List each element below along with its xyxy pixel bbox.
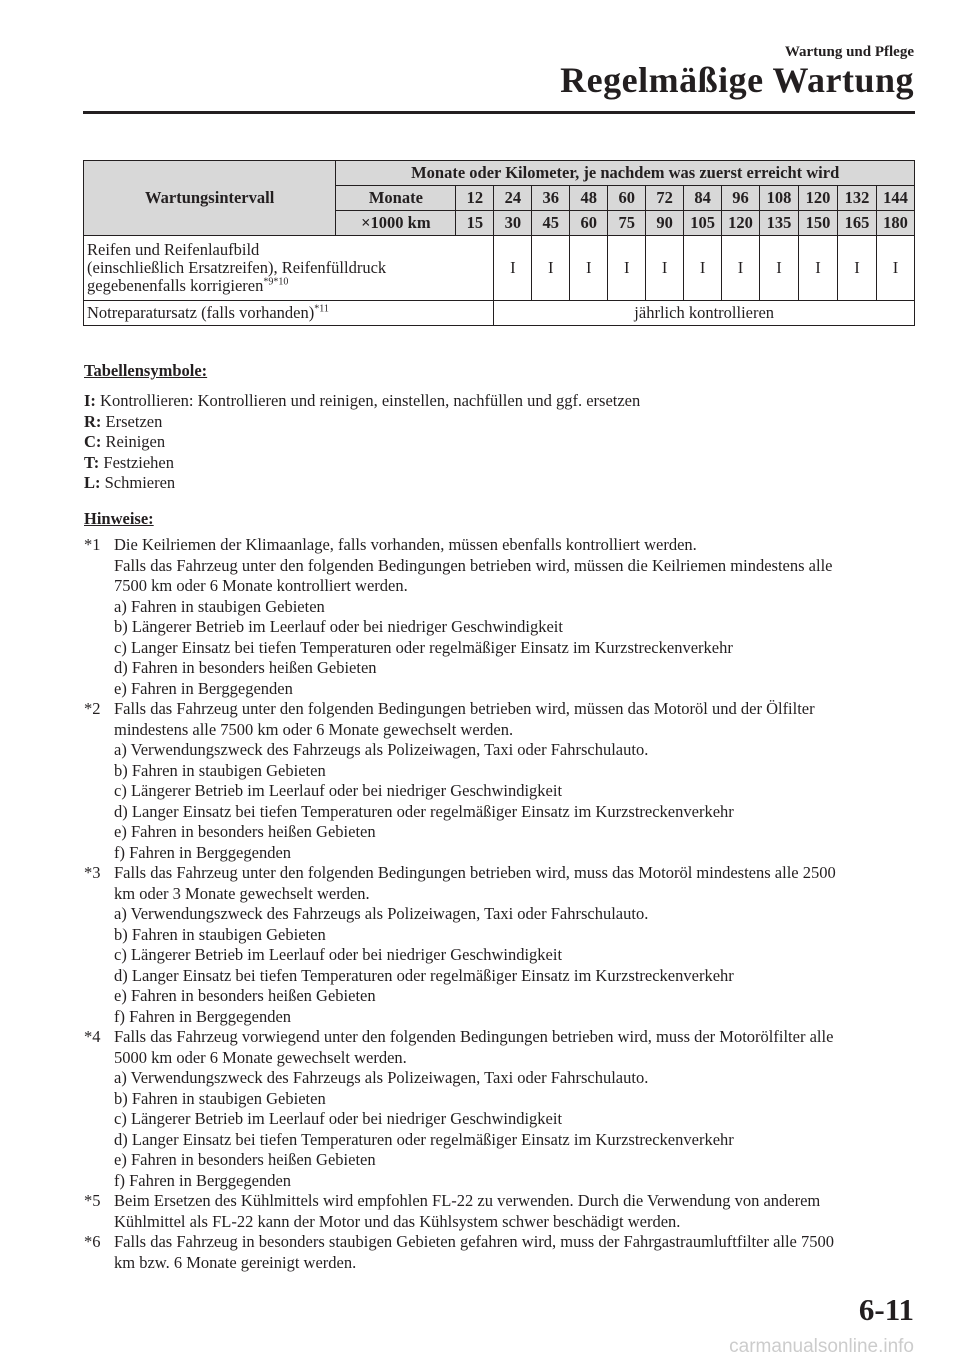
month-cell: 120	[799, 186, 838, 211]
month-cell: 144	[876, 186, 914, 211]
table-row	[84, 301, 915, 326]
note-item	[84, 1191, 916, 1232]
km-cell: 135	[760, 211, 799, 236]
note-line: a) Verwendungszweck des Fahrzeugs als Polizeiwagen, Taxi oder Fahrschulauto.	[114, 1068, 649, 1087]
note-item	[84, 1232, 916, 1273]
note-line: c) Langer Einsatz bei tiefen Temperaturen oder regelmäßiger Einsatz im Kurzstreckenverkehr	[114, 637, 733, 657]
label-line: (einschließlich Ersatzreifen), Reifenfülldruck	[87, 258, 387, 277]
symbol-key: I:	[84, 391, 96, 410]
symbol-text: Schmieren	[100, 473, 176, 492]
note-number: *5	[84, 1191, 101, 1210]
note-item	[84, 535, 916, 699]
symbols-list	[84, 391, 640, 494]
km-label: ×1000 km	[336, 211, 456, 236]
symbol-item	[84, 432, 640, 453]
symbols-heading: Tabellensymbole:	[84, 361, 208, 380]
note-line: 5000 km oder 6 Monate gewechselt werden.	[114, 1047, 407, 1067]
note-line: b) Fahren in staubigen Gebieten	[114, 760, 326, 780]
note-line: mindestens alle 7500 km oder 6 Monate gewechselt werden.	[114, 719, 514, 739]
note-line: Die Keilriemen der Klimaanlage, falls vorhanden, müssen ebenfalls kontrolliert werden.	[114, 535, 697, 554]
note-line: c) Längerer Betrieb im Leerlauf oder bei niedriger Geschwindigkeit	[114, 1109, 563, 1128]
note-line: Kühlmittel als FL-22 kann der Motor und das Kühlsystem schwer beschädigt werden.	[114, 1211, 681, 1231]
km-cell: 120	[722, 211, 760, 236]
note-number: *3	[84, 863, 101, 882]
interval-cell: I	[532, 236, 570, 301]
km-cell: 75	[608, 211, 646, 236]
month-cell: 12	[456, 186, 494, 211]
symbol-text: Ersetzen	[101, 411, 163, 431]
km-cell: 180	[876, 211, 914, 236]
symbol-text: Festziehen	[99, 452, 174, 472]
interval-cell: I	[799, 236, 838, 301]
interval-label: Wartungsintervall	[84, 161, 336, 236]
symbol-key: C:	[84, 432, 102, 451]
interval-cell: I	[608, 236, 646, 301]
note-line: a) Verwendungszweck des Fahrzeugs als Polizeiwagen, Taxi oder Fahrschulauto.	[114, 740, 649, 759]
footnote-ref: *9*10	[263, 276, 289, 288]
note-line: c) Längerer Betrieb im Leerlauf oder bei niedriger Geschwindigkeit	[114, 945, 563, 964]
interval-cell: I	[722, 236, 760, 301]
header-divider	[83, 111, 915, 114]
note-line: d) Langer Einsatz bei tiefen Temperaturen oder regelmäßiger Einsatz im Kurzstreckenverkehr	[114, 801, 734, 821]
km-cell: 15	[456, 211, 494, 236]
note-item	[84, 863, 916, 1027]
km-cell: 105	[684, 211, 722, 236]
note-line: f) Fahren in Berggegenden	[114, 1006, 292, 1026]
note-number: *6	[84, 1232, 101, 1251]
table-header-row	[84, 161, 915, 186]
note-line: Beim Ersetzen des Kühlmittels wird empfohlen FL-22 zu verwenden. Durch die Verwendung von anderem	[114, 1191, 821, 1210]
note-line: f) Fahren in Berggegenden	[114, 842, 292, 862]
note-line: Falls das Fahrzeug vorwiegend unter den folgenden Bedingungen betrieben wird, muss der Motorölfilter alle	[114, 1027, 834, 1046]
note-line: b) Fahren in staubigen Gebieten	[114, 1088, 326, 1108]
note-line: d) Langer Einsatz bei tiefen Temperaturen oder regelmäßiger Einsatz im Kurzstreckenverkehr	[114, 1129, 734, 1149]
km-cell: 90	[646, 211, 684, 236]
note-line: km oder 3 Monate gewechselt werden.	[114, 883, 370, 903]
note-line: d) Langer Einsatz bei tiefen Temperaturen oder regelmäßiger Einsatz im Kurzstreckenverkehr	[114, 965, 734, 985]
symbol-item	[84, 391, 640, 412]
page-number: 6-11	[858, 1292, 914, 1327]
km-cell: 45	[532, 211, 570, 236]
note-line: b) Fahren in staubigen Gebieten	[114, 924, 326, 944]
note-line: d) Fahren in besonders heißen Gebieten	[114, 658, 377, 677]
note-number: *1	[84, 535, 101, 554]
note-line: e) Fahren in besonders heißen Gebieten	[114, 1150, 376, 1169]
symbol-key: L:	[84, 473, 101, 492]
months-label: Monate	[336, 186, 456, 211]
month-cell: 108	[760, 186, 799, 211]
note-line: Falls das Fahrzeug unter den folgenden Bedingungen betrieben wird, müssen das Motoröl und der Ölfilter	[114, 699, 815, 718]
symbol-item	[84, 412, 640, 433]
month-cell: 60	[608, 186, 646, 211]
note-line: Falls das Fahrzeug in besonders staubigen Gebieten gefahren wird, muss der Fahrgastraumluftfilter alle 7500	[114, 1232, 835, 1251]
note-line: km bzw. 6 Monate gereinigt werden.	[114, 1252, 357, 1272]
km-cell: 60	[570, 211, 608, 236]
span-header: Monate oder Kilometer, je nachdem was zuerst erreicht wird	[336, 161, 915, 186]
interval-cell: I	[876, 236, 914, 301]
symbol-item	[84, 473, 640, 494]
interval-cell: I	[684, 236, 722, 301]
month-cell: 72	[646, 186, 684, 211]
month-cell: 132	[838, 186, 877, 211]
note-item	[84, 699, 916, 863]
footnote-ref: *11	[314, 303, 329, 315]
interval-cell: I	[646, 236, 684, 301]
note-line: a) Verwendungszweck des Fahrzeugs als Polizeiwagen, Taxi oder Fahrschulauto.	[114, 904, 649, 923]
km-cell: 150	[799, 211, 838, 236]
note-line: Falls das Fahrzeug unter den folgenden Bedingungen betrieben wird, müssen die Keilriemen mindestens alle	[114, 555, 833, 575]
note-line: 7500 km oder 6 Monate kontrolliert werden.	[114, 576, 408, 595]
label-line: Reifen und Reifenlaufbild	[87, 240, 260, 259]
note-line: b) Längerer Betrieb im Leerlauf oder bei niedriger Geschwindigkeit	[114, 617, 563, 636]
interval-cell: I	[838, 236, 877, 301]
interval-cell: I	[760, 236, 799, 301]
note-item	[84, 1027, 916, 1191]
note-line: e) Fahren in besonders heißen Gebieten	[114, 986, 376, 1005]
km-cell: 165	[838, 211, 877, 236]
maintenance-table	[83, 160, 915, 326]
note-line: f) Fahren in Berggegenden	[114, 1170, 292, 1190]
interval-cell: I	[494, 236, 532, 301]
month-cell: 84	[684, 186, 722, 211]
repair-kit-label: Notreparatursatz (falls vorhanden)$^{*11}$	[84, 301, 494, 326]
month-cell: 36	[532, 186, 570, 211]
symbol-text: Reinigen	[101, 432, 166, 451]
interval-cell: I	[570, 236, 608, 301]
note-line: e) Fahren in besonders heißen Gebieten	[114, 822, 376, 841]
watermark: carmanualsonline.info	[729, 1336, 914, 1357]
page-title: Regelmäßige Wartung	[560, 60, 914, 100]
month-cell: 24	[494, 186, 532, 211]
symbol-item	[84, 453, 640, 474]
symbol-text: Kontrollieren: Kontrollieren und reinigen, einstellen, nachfüllen und ggf. ersetzen	[95, 391, 641, 410]
note-number: *2	[84, 699, 101, 718]
notes-heading: Hinweise:	[84, 509, 154, 528]
table-row	[84, 236, 915, 301]
month-cell: 48	[570, 186, 608, 211]
section-title: Wartung und Pflege	[784, 44, 914, 60]
note-number: *4	[84, 1027, 101, 1046]
label-line: gegebenenfalls korrigieren	[87, 276, 264, 295]
symbol-key: R:	[84, 411, 102, 431]
note-line: a) Fahren in staubigen Gebieten	[114, 596, 325, 616]
note-line: c) Längerer Betrieb im Leerlauf oder bei niedriger Geschwindigkeit	[114, 781, 563, 800]
note-line: e) Fahren in Berggegenden	[114, 678, 293, 698]
km-cell: 30	[494, 211, 532, 236]
repair-kit-interval: jährlich kontrollieren	[494, 301, 915, 326]
notes-list	[84, 535, 916, 1273]
month-cell: 96	[722, 186, 760, 211]
symbol-key: T:	[84, 452, 100, 472]
tire-row-label	[84, 236, 494, 301]
note-line: Falls das Fahrzeug unter den folgenden Bedingungen betrieben wird, muss das Motoröl mindestens alle 2500	[114, 863, 836, 882]
